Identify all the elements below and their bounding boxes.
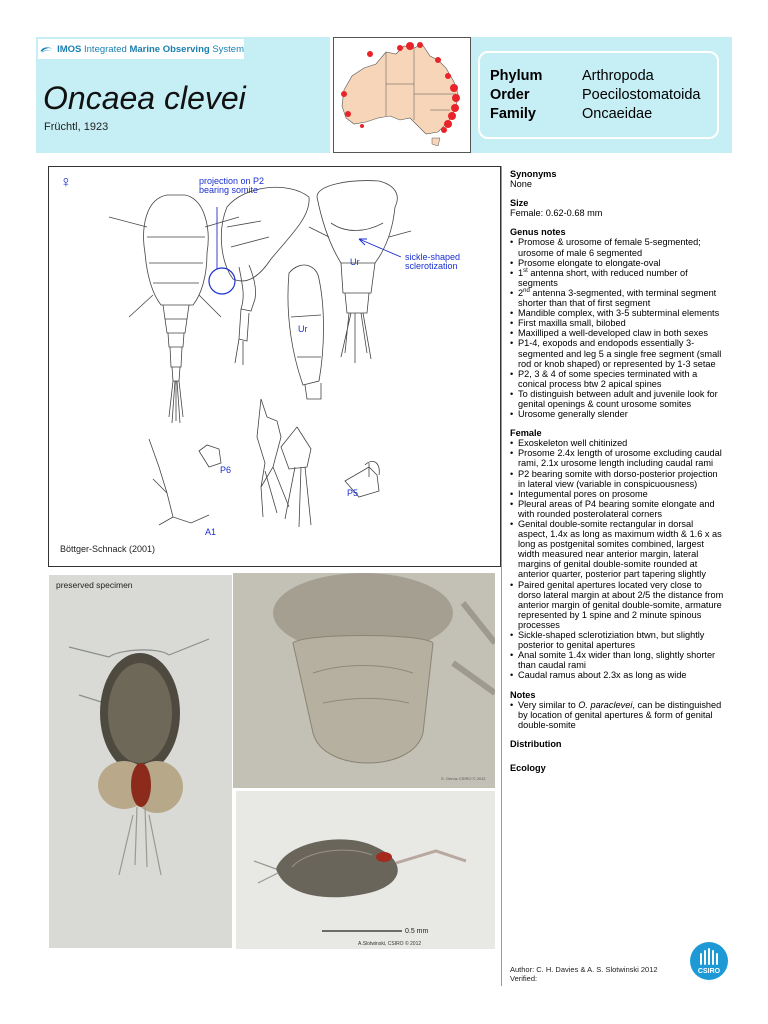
list-item: • Urosome generally slender [510, 409, 725, 419]
list-item: • Paired genital apertures located very close to dorso lateral margin at about 2/5 the distance from anterior margin of genital double-somite, armature represented by 1 spine and 2 minute spinous processes [510, 580, 725, 630]
photo-credit-small: S. Genus CSIRO © 2012 [441, 776, 486, 781]
copepod-illustrations [49, 167, 500, 566]
female-symbol: ♀ [60, 174, 72, 191]
size-text: Female: 0.62-0.68 mm [510, 208, 603, 219]
taxonomy-row [490, 68, 654, 84]
text-column [510, 169, 725, 782]
photo-credit: A.Slotwinski, CSIRO © 2012 [358, 941, 422, 947]
female-section [510, 428, 725, 680]
taxonomy-value: Oncaeidae [582, 106, 653, 122]
illustration-panel [48, 166, 501, 567]
photo-label: preserved specimen [56, 580, 133, 590]
section-heading: Genus notes [510, 227, 566, 238]
notes-section [510, 690, 725, 730]
distribution-map [333, 37, 471, 153]
svg-text:CSIRO: CSIRO [697, 968, 721, 975]
taxonomy-value: Arthropoda [582, 68, 654, 84]
distribution-section [510, 739, 725, 749]
photo-closeup-image [233, 573, 495, 788]
list-item: • P2, 3 & 4 of some species terminated with a conical process btw 2 apical spines [510, 369, 725, 389]
list-item: • To distinguish between adult and juvenile look for genital openings & count urosome somites [510, 389, 725, 409]
list-item: • Mandible complex, with 3-5 subterminal elements [510, 308, 725, 318]
imos-logo-text: IMOS Integrated Marine Observing System [57, 43, 244, 55]
ecology-section [510, 763, 725, 773]
footer [510, 965, 658, 983]
imos-logo [38, 39, 244, 59]
csiro-logo-icon [690, 942, 728, 980]
taxonomy-row [490, 87, 701, 103]
scale-bar-label: 0.5 mm [405, 928, 429, 935]
section-heading: Female [510, 428, 542, 439]
specimen-photo-lateral [236, 791, 495, 949]
taxonomy-label: Family [490, 106, 536, 122]
section-heading: Synonyms [510, 169, 557, 179]
list-item: • Prosome elongate to elongate-oval [510, 258, 725, 268]
list-item: • First maxilla small, bilobed [510, 318, 725, 328]
list-item: • Genital double-somite rectangular in dorsal aspect, 1.4x as long as maximum width & 1.6 x as long as postgenital somites combined, largest width measured near anterior margin, lateral margins of genital double-somite rounded at anterior quarter, posterior part tapering slightly [510, 519, 725, 580]
list-item: • Integumental pores on prosome [510, 489, 725, 499]
list-item: • Caudal ramus about 2.3x as long as wide [510, 670, 725, 680]
list-item: • Promose & urosome of female 5-segmented; urosome of male 6 segmented [510, 237, 725, 257]
imos-swoosh-icon [40, 41, 53, 57]
column-divider [501, 166, 502, 986]
label-ur: Ur [298, 324, 308, 334]
section-heading: Notes [510, 689, 536, 700]
footer-verified: Verified: [510, 974, 538, 983]
synonyms-text: None [510, 179, 532, 190]
specimen-photo-closeup [233, 573, 495, 788]
list-item: • Pleural areas of P4 bearing somite elongate and with rounded posterolateral corners [510, 499, 725, 519]
list-item: • Anal somite 1.4x wider than long, slightly shorter than caudal rami [510, 650, 725, 670]
list-item: • Sickle-shaped sclerotiziation btwn, but slightly posterior to genital apertures [510, 630, 725, 650]
list-item: • Maxilliped a well-developed claw in both sexes [510, 328, 725, 338]
label-a1: A1 [205, 527, 217, 537]
list-item: • Exoskeleton well chitinized [510, 438, 725, 448]
list-item: • Very similar to O. paraclevei, can be distinguished by location of genital apertures & form of genital double-somite [510, 700, 725, 730]
genus-notes-section [510, 227, 725, 419]
size-section [510, 198, 725, 218]
taxonomy-row [490, 106, 653, 122]
photo-specimen-lateral-image [236, 791, 495, 949]
footer-author: Author: C. H. Davies & A. S. Slotwinski 2012 [510, 965, 658, 974]
label-p5: P5 [347, 488, 359, 498]
synonyms-section [510, 169, 725, 189]
csiro-logo [690, 942, 728, 980]
figure-credit: Böttger-Schnack (2001) [60, 544, 156, 554]
taxonomy-label: Order [490, 87, 530, 103]
annotation-projection: projection on P2 bearing somite [199, 176, 265, 195]
section-heading: Ecology [510, 762, 546, 773]
annotation-sickle: sickle-shaped sclerotization [405, 252, 461, 271]
list-item: • 1st antenna short, with reduced number of segments [510, 268, 725, 288]
taxonomy-box [478, 51, 719, 139]
section-heading: Size [510, 198, 529, 209]
taxonomy-label: Phylum [490, 68, 543, 84]
species-name: Oncaea clevei [43, 80, 246, 116]
list-item: • Prosome 2.4x length of urosome excluding caudal rami, 2.1x urosome length including caudal rami [510, 448, 725, 468]
specimen-photo-dorsal [49, 575, 232, 948]
label-p6: P6 [220, 465, 232, 475]
taxonomy-value: Poecilostomatoida [582, 87, 701, 103]
section-heading: Distribution [510, 738, 562, 749]
species-authority: Früchtl, 1923 [44, 121, 109, 133]
photo-specimen-dorsal-image [49, 575, 232, 948]
australia-map-image [334, 38, 470, 152]
list-item: • 2nd antenna 3-segmented, with terminal segment shorter than that of first segment [510, 288, 725, 308]
list-item: • P2 bearing somite with dorso-posterior projection in lateral view (variable in conspicuousness) [510, 469, 725, 489]
label-ur: Ur [350, 257, 360, 267]
list-item: • P1-4, exopods and endopods essentially 3-segmented and leg 5 a single free segment (small rod or knob shaped) or represented by 1-3 setae [510, 338, 725, 368]
